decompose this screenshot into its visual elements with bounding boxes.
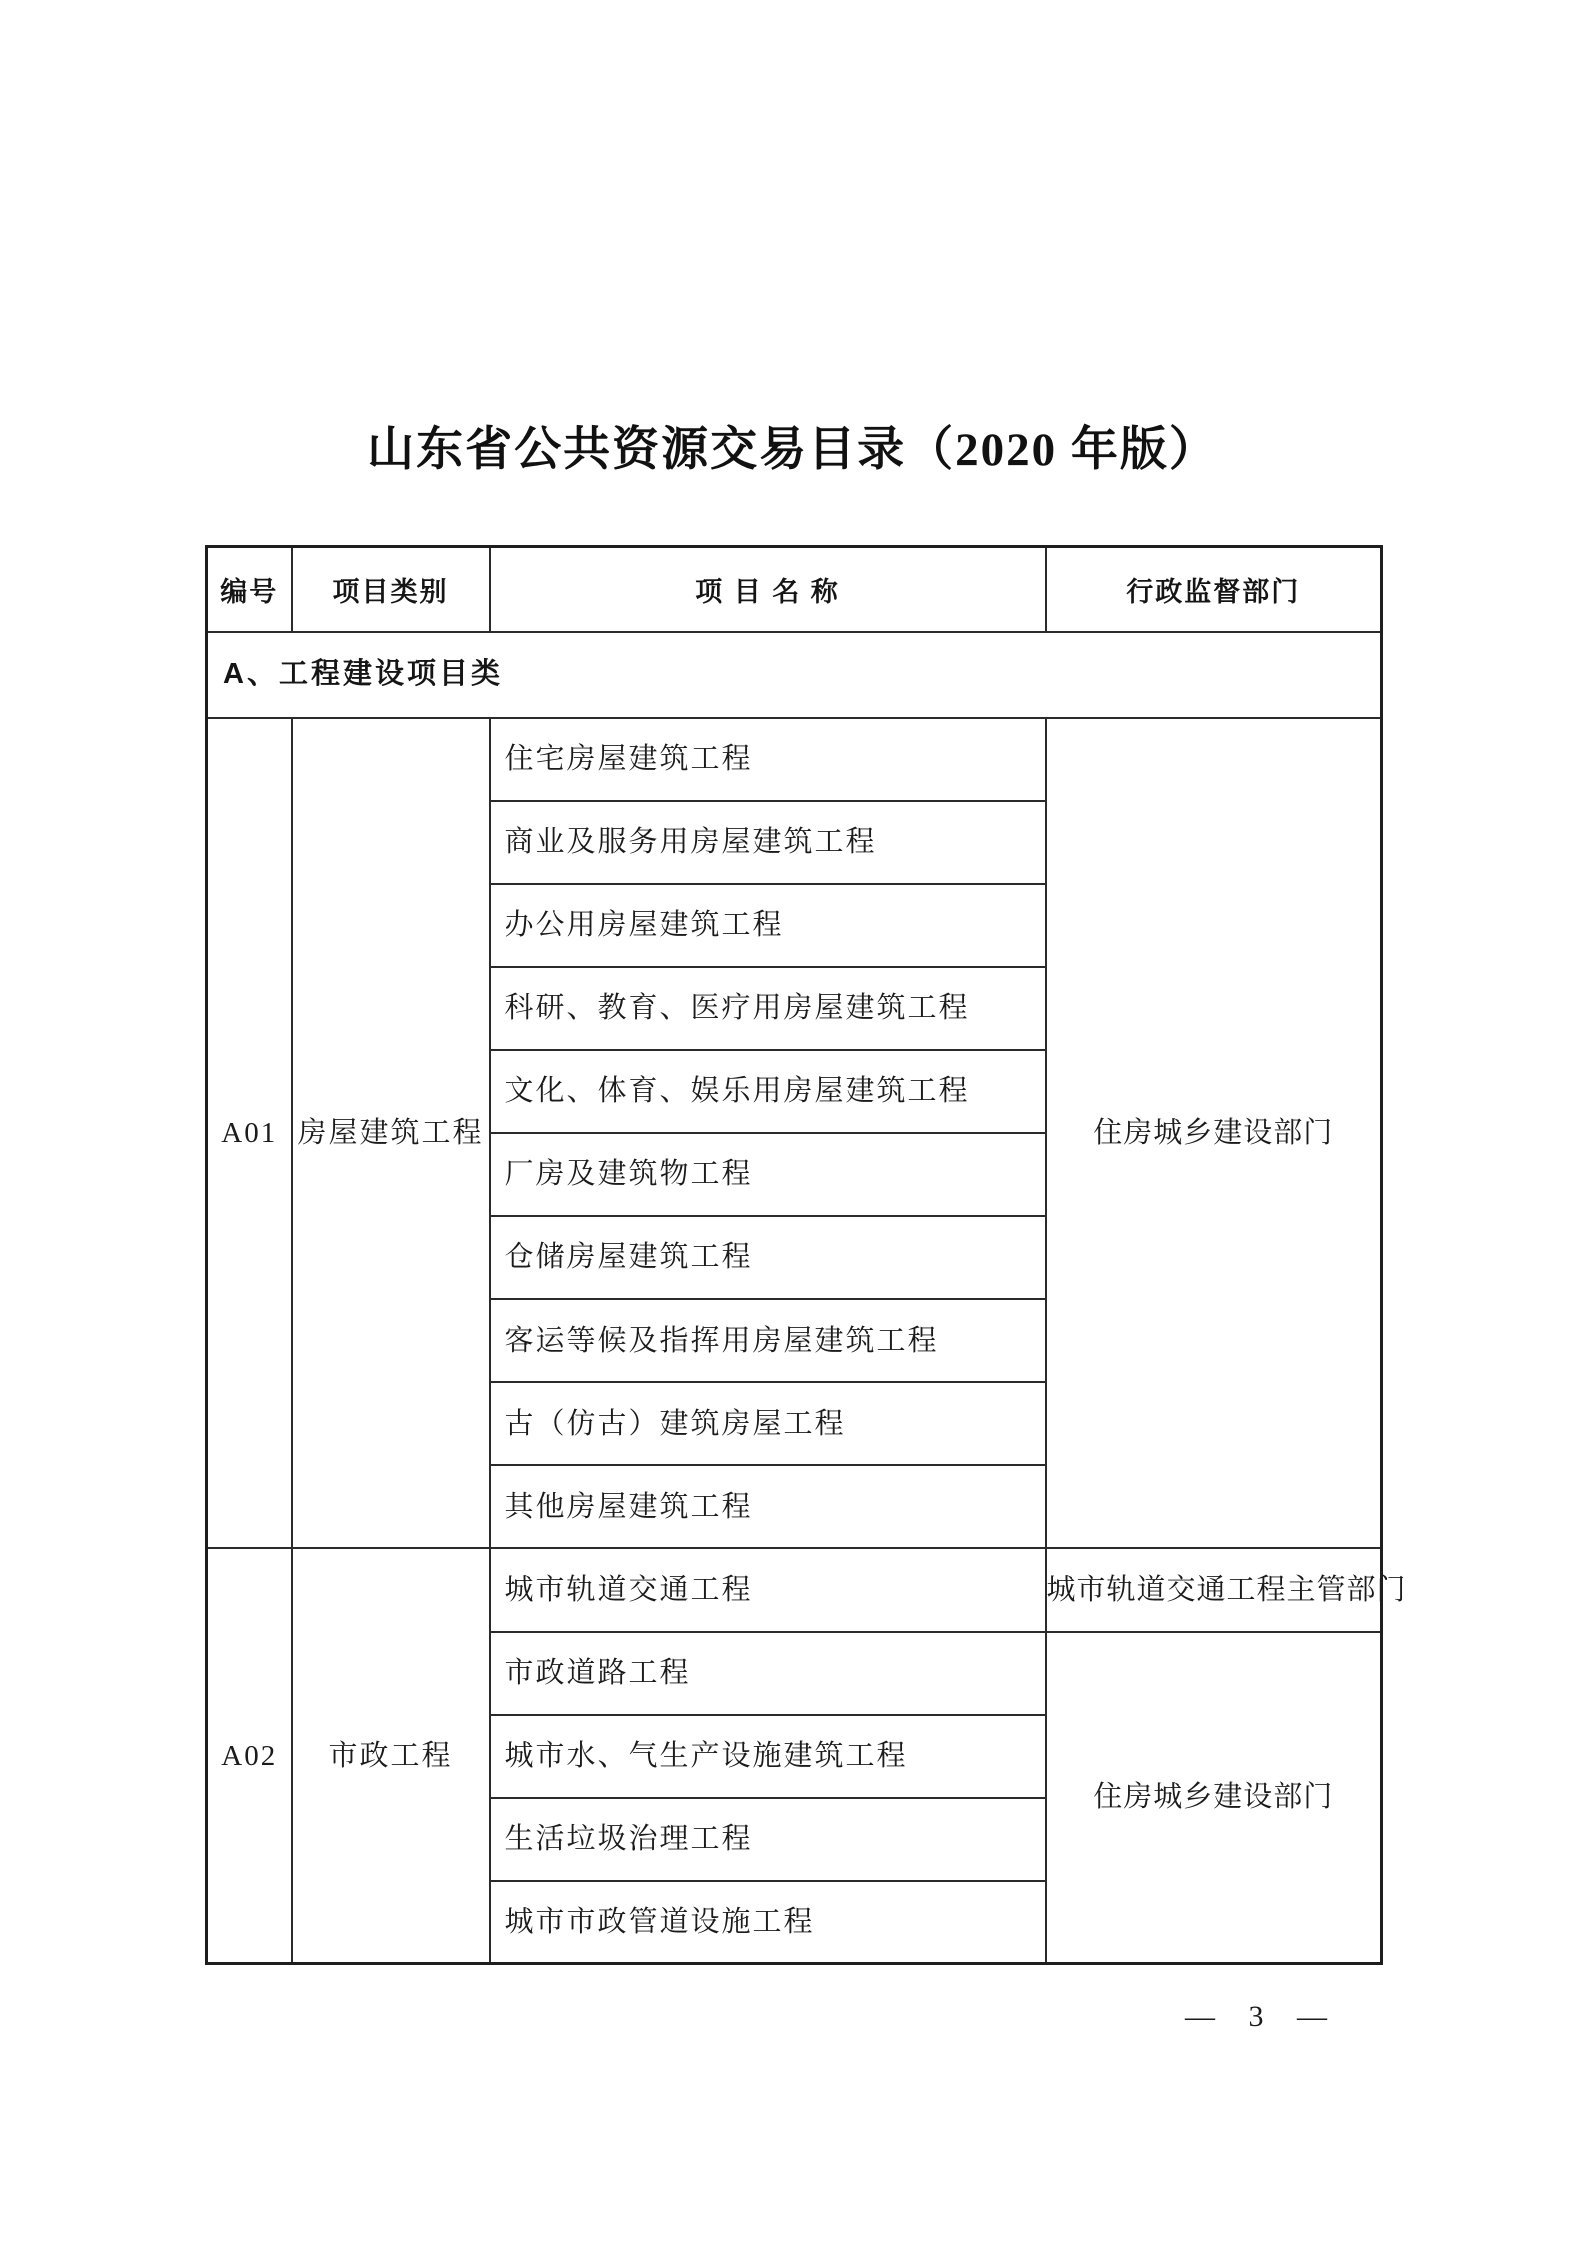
project-name: 文化、体育、娱乐用房屋建筑工程 [490, 1050, 1046, 1133]
project-name: 科研、教育、医疗用房屋建筑工程 [490, 967, 1046, 1050]
project-name: 办公用房屋建筑工程 [490, 884, 1046, 967]
page-number: — 3 — [1185, 2000, 1328, 2033]
project-name: 生活垃圾治理工程 [490, 1798, 1046, 1881]
col-header-category: 项目类别 [292, 547, 490, 632]
table-row [207, 718, 1382, 801]
catalog-table-body [207, 632, 1407, 1964]
project-name: 城市市政管道设施工程 [490, 1881, 1046, 1964]
project-name: 市政道路工程 [490, 1632, 1046, 1715]
project-name: 住宅房屋建筑工程 [490, 718, 1046, 801]
project-name: 客运等候及指挥用房屋建筑工程 [490, 1299, 1046, 1382]
group-category: 房屋建筑工程 [292, 718, 490, 1549]
col-header-supervisor: 行政监督部门 [1046, 547, 1382, 632]
section-title: A、工程建设项目类 [207, 632, 1382, 718]
project-name: 厂房及建筑物工程 [490, 1133, 1046, 1216]
group-code: A02 [207, 1548, 292, 1963]
col-header-code: 编号 [207, 547, 292, 632]
project-name: 城市水、气生产设施建筑工程 [490, 1715, 1046, 1798]
table-row [207, 1548, 1382, 1631]
project-name: 古（仿古）建筑房屋工程 [490, 1382, 1046, 1465]
project-name: 城市轨道交通工程 [490, 1548, 1046, 1631]
col-header-name: 项 目 名 称 [490, 547, 1046, 632]
supervisor-department: 住房城乡建设部门 [1046, 1632, 1382, 1964]
section-row [207, 632, 1382, 718]
page-title: 山东省公共资源交易目录（2020 年版） [367, 424, 1218, 476]
group-category: 市政工程 [292, 1548, 490, 1963]
project-name: 其他房屋建筑工程 [490, 1465, 1046, 1548]
catalog-table [205, 545, 1407, 1965]
supervisor-department: 住房城乡建设部门 [1046, 718, 1382, 1549]
header-row [207, 547, 1382, 632]
group-code: A01 [207, 718, 292, 1549]
project-name: 仓储房屋建筑工程 [490, 1216, 1046, 1299]
supervisor-department: 城市轨道交通工程主管部门 [1046, 1548, 1382, 1631]
project-name: 商业及服务用房屋建筑工程 [490, 801, 1046, 884]
